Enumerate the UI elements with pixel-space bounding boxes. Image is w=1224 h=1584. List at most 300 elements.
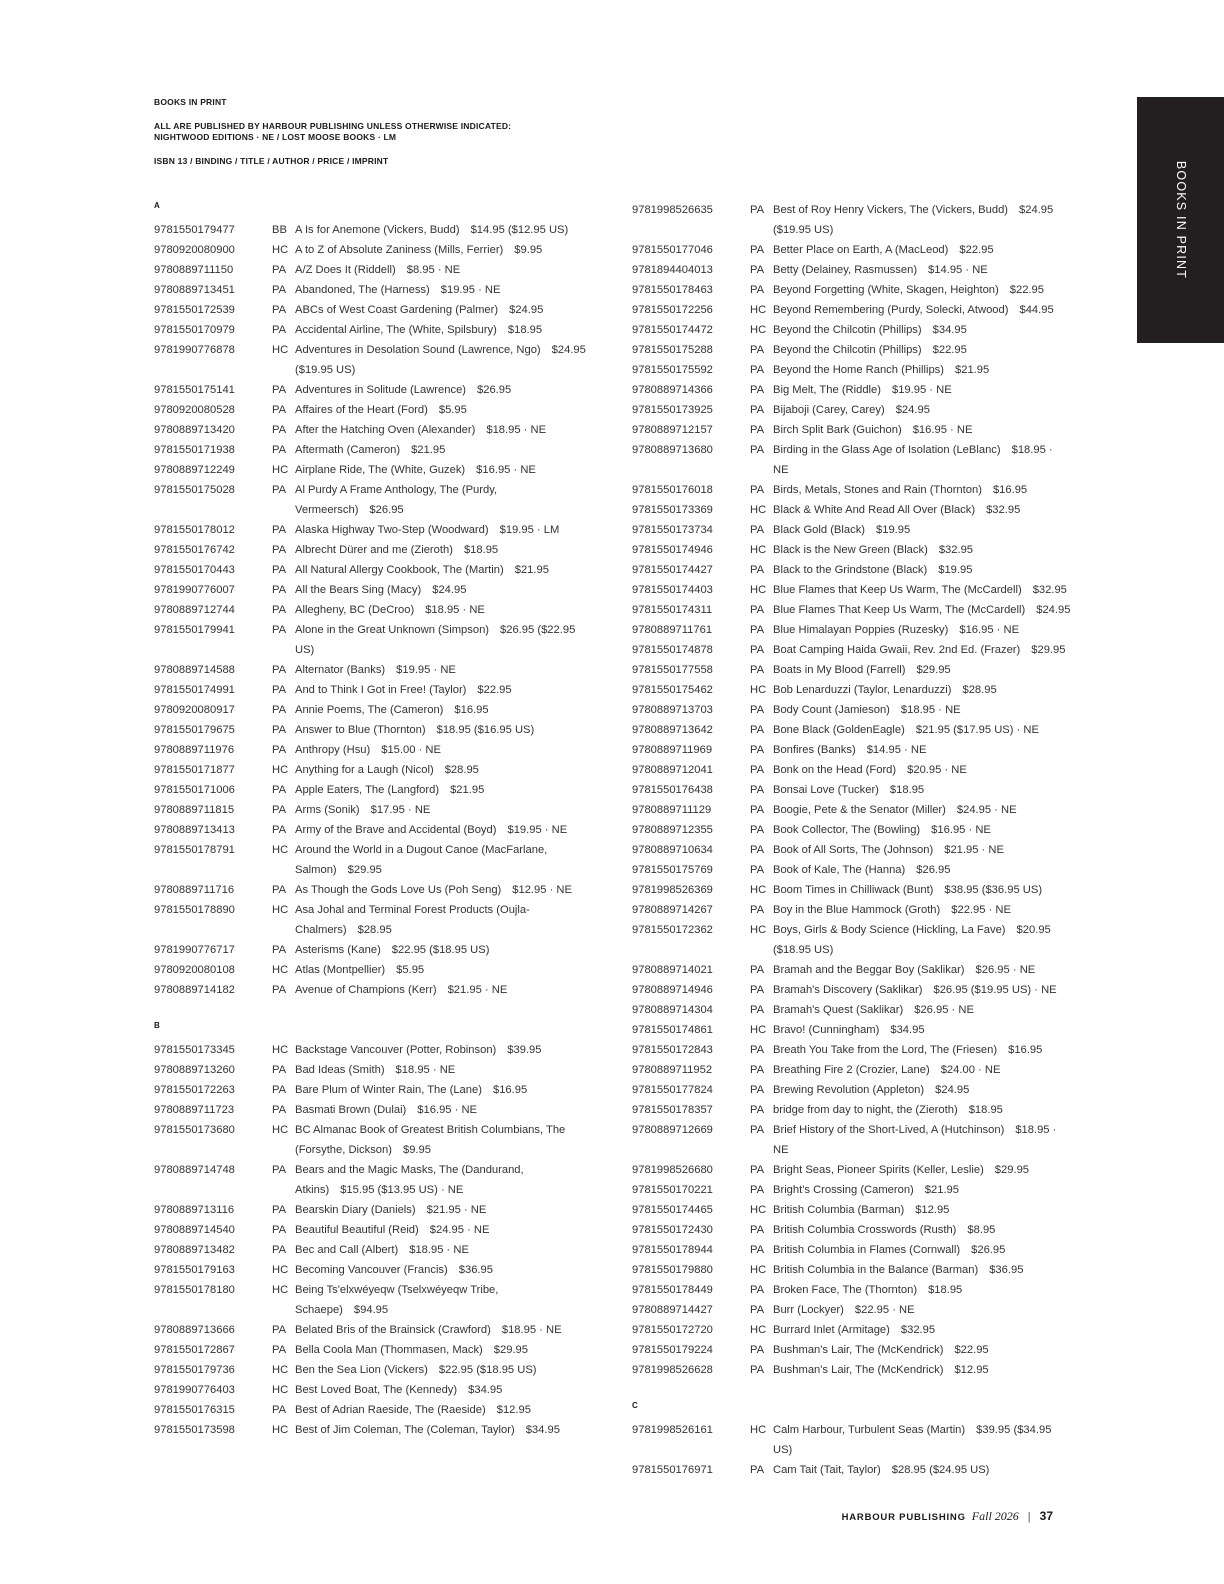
book-entry bbox=[632, 560, 1072, 580]
isbn: 9781550175769 bbox=[632, 864, 713, 876]
book-title-author: Bushman's Lair, The (McKendrick) bbox=[773, 1364, 944, 1376]
isbn: 9781550176018 bbox=[632, 484, 713, 496]
book-title-author: Adventures in Solitude (Lawrence) bbox=[295, 384, 467, 396]
price: $26.95 bbox=[971, 1244, 1006, 1256]
price: $22.95 bbox=[959, 244, 994, 256]
isbn: 9780889714304 bbox=[632, 1004, 713, 1016]
book-title-author: Bramah's Discovery (Saklikar) bbox=[773, 984, 923, 996]
isbn: 9781550176438 bbox=[632, 784, 713, 796]
price: $14.95 · NE bbox=[866, 744, 927, 756]
book-description bbox=[773, 560, 1071, 580]
book-title-author: British Columbia in the Balance (Barman) bbox=[773, 1264, 979, 1276]
price: $16.95 · NE bbox=[912, 424, 973, 436]
isbn: 9781550178463 bbox=[632, 284, 713, 296]
book-description bbox=[773, 580, 1071, 600]
book-description bbox=[295, 900, 593, 940]
book-title-author: Boats in My Blood (Farrell) bbox=[773, 664, 906, 676]
book-title-author: Bearskin Diary (Daniels) bbox=[295, 1204, 416, 1216]
price: $16.95 · NE bbox=[931, 824, 991, 836]
book-title-author: Aftermath (Cameron) bbox=[295, 444, 401, 456]
book-entry bbox=[632, 1300, 1072, 1320]
book-description bbox=[295, 540, 593, 560]
book-entry bbox=[154, 660, 594, 680]
book-entry bbox=[154, 1260, 594, 1280]
book-description bbox=[295, 680, 593, 700]
book-title-author: Best of Roy Henry Vickers, The (Vickers, Budd) bbox=[773, 204, 1009, 216]
book-entry bbox=[154, 1120, 594, 1160]
book-title-author: Alternator (Banks) bbox=[295, 664, 386, 676]
binding: PA bbox=[750, 1184, 765, 1196]
book-description bbox=[295, 480, 593, 520]
price: $26.95 ($19.95 US) · NE bbox=[933, 984, 1057, 996]
book-entry bbox=[632, 500, 1072, 520]
isbn: 9780889711976 bbox=[154, 744, 235, 756]
isbn: 9781550177046 bbox=[632, 244, 713, 256]
binding: PA bbox=[272, 404, 287, 416]
book-title-author: Beyond the Chilcotin (Phillips) bbox=[773, 324, 922, 336]
price: $24.95 ($19.95 US) bbox=[295, 344, 586, 376]
isbn: 9781550174465 bbox=[632, 1204, 713, 1216]
price: $21.95 · NE bbox=[447, 984, 508, 996]
book-description bbox=[773, 440, 1071, 480]
book-description bbox=[773, 900, 1071, 920]
isbn: 9781550171006 bbox=[154, 784, 235, 796]
footer-publisher: HARBOUR PUBLISHING bbox=[841, 1512, 966, 1523]
price: $24.95 bbox=[1036, 604, 1071, 616]
book-title-author: Bramah's Quest (Saklikar) bbox=[773, 1004, 904, 1016]
binding: HC bbox=[750, 1424, 767, 1436]
book-title-author: Book of Kale, The (Hanna) bbox=[773, 864, 906, 876]
isbn: 9780889713482 bbox=[154, 1244, 235, 1256]
binding: HC bbox=[750, 544, 767, 556]
price: $38.95 ($36.95 US) bbox=[944, 884, 1043, 896]
book-entry bbox=[154, 540, 594, 560]
book-description bbox=[773, 420, 1071, 440]
book-entry bbox=[632, 1200, 1072, 1220]
isbn: 9781998526680 bbox=[632, 1164, 713, 1176]
book-title-author: Calm Harbour, Turbulent Seas (Martin) bbox=[773, 1424, 966, 1436]
price: $22.95 bbox=[1009, 284, 1044, 296]
isbn: 9781550179880 bbox=[632, 1264, 713, 1276]
book-description bbox=[295, 600, 593, 620]
book-description bbox=[773, 1320, 1071, 1340]
price: $24.95 bbox=[895, 404, 930, 416]
isbn: 9780889713451 bbox=[154, 284, 235, 296]
book-description bbox=[773, 280, 1071, 300]
book-entry bbox=[154, 340, 594, 380]
book-title-author: A Is for Anemone (Vickers, Budd) bbox=[295, 224, 460, 236]
price: $28.95 ($24.95 US) bbox=[891, 1464, 990, 1476]
binding: PA bbox=[272, 1404, 287, 1416]
book-title-author: Beyond Remembering (Purdy, Solecki, Atwood) bbox=[773, 304, 1009, 316]
binding: HC bbox=[750, 1324, 767, 1336]
book-title-author: Anthropy (Hsu) bbox=[295, 744, 371, 756]
book-description bbox=[295, 380, 593, 400]
book-description bbox=[773, 1280, 1071, 1300]
isbn: 9780889713413 bbox=[154, 824, 235, 836]
price: $19.95 bbox=[876, 524, 911, 536]
price: $22.95 bbox=[932, 344, 967, 356]
binding: HC bbox=[750, 924, 767, 936]
binding: HC bbox=[750, 304, 767, 316]
price: $26.95 bbox=[369, 504, 404, 516]
isbn: 9781990776403 bbox=[154, 1384, 235, 1396]
binding: HC bbox=[272, 1284, 289, 1296]
price: $34.95 bbox=[468, 1384, 503, 1396]
price: $16.95 · NE bbox=[959, 624, 1020, 636]
book-description bbox=[773, 840, 1071, 860]
book-entry bbox=[154, 520, 594, 540]
binding: PA bbox=[750, 664, 765, 676]
price: $29.95 bbox=[493, 1344, 528, 1356]
book-title-author: Black is the New Green (Black) bbox=[773, 544, 928, 556]
price: $19.95 bbox=[938, 564, 973, 576]
binding: PA bbox=[750, 484, 765, 496]
isbn: 9781550170443 bbox=[154, 564, 235, 576]
book-description bbox=[773, 380, 1071, 400]
book-title-author: Black Gold (Black) bbox=[773, 524, 866, 536]
isbn: 9780889713666 bbox=[154, 1324, 235, 1336]
book-description bbox=[295, 940, 593, 960]
book-title-author: Book of All Sorts, The (Johnson) bbox=[773, 844, 934, 856]
book-entry bbox=[632, 740, 1072, 760]
book-entry bbox=[154, 1380, 594, 1400]
isbn: 9780920080528 bbox=[154, 404, 235, 416]
book-description bbox=[773, 600, 1071, 620]
price: $24.95 · NE bbox=[956, 804, 1017, 816]
book-title-author: All Natural Allergy Cookbook, The (Martin) bbox=[295, 564, 504, 576]
book-description bbox=[295, 1240, 593, 1260]
book-entry bbox=[632, 1280, 1072, 1300]
price: $21.95 bbox=[514, 564, 549, 576]
book-title-author: Atlas (Montpellier) bbox=[295, 964, 386, 976]
book-entry bbox=[154, 760, 594, 780]
book-description bbox=[773, 200, 1071, 240]
book-entry bbox=[632, 1320, 1072, 1340]
price: $29.95 bbox=[1031, 644, 1066, 656]
price: $21.95 bbox=[450, 784, 485, 796]
isbn: 9781550179736 bbox=[154, 1364, 235, 1376]
price: $22.95 · NE bbox=[854, 1304, 915, 1316]
isbn: 9780889714540 bbox=[154, 1224, 235, 1236]
book-entry bbox=[632, 980, 1072, 1000]
book-entry bbox=[154, 1160, 594, 1200]
binding: HC bbox=[750, 584, 767, 596]
price: $44.95 bbox=[1019, 304, 1054, 316]
book-title-author: Betty (Delainey, Rasmussen) bbox=[773, 264, 918, 276]
isbn: 9781998526161 bbox=[632, 1424, 713, 1436]
book-title-author: Accidental Airline, The (White, Spilsbury) bbox=[295, 324, 497, 336]
price: $18.95 bbox=[928, 1284, 963, 1296]
book-entry bbox=[632, 400, 1072, 420]
binding: PA bbox=[272, 684, 287, 696]
book-description bbox=[295, 560, 593, 580]
book-description bbox=[295, 780, 593, 800]
binding: PA bbox=[750, 1244, 765, 1256]
book-title-author: Bone Black (GoldenEagle) bbox=[773, 724, 905, 736]
book-description bbox=[773, 960, 1071, 980]
book-title-author: Beyond the Chilcotin (Phillips) bbox=[773, 344, 922, 356]
binding: PA bbox=[750, 204, 765, 216]
price: $18.95 · NE bbox=[425, 604, 485, 616]
book-entry bbox=[154, 320, 594, 340]
price: $18.95 ($16.95 US) bbox=[436, 724, 535, 736]
binding: PA bbox=[750, 984, 765, 996]
book-description bbox=[295, 740, 593, 760]
binding: HC bbox=[750, 884, 767, 896]
book-entry bbox=[632, 820, 1072, 840]
isbn: 9780889714182 bbox=[154, 984, 235, 996]
price: $22.95 ($18.95 US) bbox=[438, 1364, 537, 1376]
isbn: 9781550178449 bbox=[632, 1284, 713, 1296]
price: $21.95 · NE bbox=[426, 1204, 487, 1216]
binding: PA bbox=[272, 984, 287, 996]
book-title-author: Asterisms (Kane) bbox=[295, 944, 381, 956]
price: $39.95 bbox=[507, 1044, 542, 1056]
price: $36.95 bbox=[989, 1264, 1024, 1276]
price: $21.95 bbox=[955, 364, 990, 376]
isbn: 9780889711129 bbox=[632, 804, 712, 816]
isbn: 9781550175141 bbox=[154, 384, 235, 396]
price: $15.95 ($13.95 US) · NE bbox=[340, 1184, 464, 1196]
isbn: 9781550173925 bbox=[632, 404, 713, 416]
isbn: 9781550176742 bbox=[154, 544, 235, 556]
book-description bbox=[773, 400, 1071, 420]
book-description bbox=[295, 1160, 593, 1200]
price: $19.95 · NE bbox=[891, 384, 952, 396]
binding: PA bbox=[272, 1324, 287, 1336]
binding: PA bbox=[272, 484, 287, 496]
book-title-author: Boys, Girls & Body Science (Hickling, La Fave) bbox=[773, 924, 1006, 936]
book-description bbox=[295, 1340, 593, 1360]
book-description bbox=[773, 1360, 1071, 1380]
book-description bbox=[773, 1100, 1071, 1120]
isbn: 9781550179163 bbox=[154, 1264, 235, 1276]
book-description bbox=[773, 1460, 1071, 1480]
book-entry bbox=[154, 1360, 594, 1380]
binding: HC bbox=[272, 464, 289, 476]
book-title-author: Breath You Take from the Lord, The (Friesen) bbox=[773, 1044, 998, 1056]
price: $12.95 · NE bbox=[512, 884, 572, 896]
binding: PA bbox=[272, 824, 287, 836]
book-entry bbox=[154, 680, 594, 700]
binding: PA bbox=[272, 1224, 287, 1236]
isbn: 9781550178357 bbox=[632, 1104, 713, 1116]
book-entry bbox=[154, 1240, 594, 1260]
isbn: 9780920080917 bbox=[154, 704, 235, 716]
binding: PA bbox=[750, 264, 765, 276]
book-title-author: Belated Bris of the Brainsick (Crawford) bbox=[295, 1324, 491, 1336]
side-tab-label: BOOKS IN PRINT bbox=[1173, 160, 1188, 280]
price: $18.95 bbox=[507, 324, 543, 336]
binding: PA bbox=[272, 744, 287, 756]
isbn: 9780889711761 bbox=[632, 624, 713, 636]
book-description bbox=[773, 1060, 1071, 1080]
isbn: 9780889711815 bbox=[154, 804, 235, 816]
price: $22.95 ($18.95 US) bbox=[391, 944, 490, 956]
price: $29.95 bbox=[994, 1164, 1030, 1176]
isbn: 9781550176315 bbox=[154, 1404, 235, 1416]
price: $26.95 bbox=[916, 864, 951, 876]
book-title-author: Boy in the Blue Hammock (Groth) bbox=[773, 904, 941, 916]
price: $16.95 bbox=[992, 484, 1028, 496]
binding: HC bbox=[272, 1364, 289, 1376]
binding: PA bbox=[750, 1004, 765, 1016]
book-description bbox=[773, 1180, 1071, 1200]
binding: PA bbox=[272, 704, 287, 716]
binding: PA bbox=[750, 344, 765, 356]
price: $9.95 bbox=[402, 1144, 431, 1156]
book-title-author: Affaires of the Heart (Ford) bbox=[295, 404, 428, 416]
binding: PA bbox=[272, 944, 287, 956]
price: $18.95 · NE bbox=[395, 1064, 456, 1076]
book-description bbox=[773, 540, 1071, 560]
book-title-author: Best Loved Boat, The (Kennedy) bbox=[295, 1384, 458, 1396]
price: $32.95 bbox=[938, 544, 974, 556]
book-title-author: Bella Coola Man (Thommasen, Mack) bbox=[295, 1344, 483, 1356]
price: $12.95 bbox=[954, 1364, 989, 1376]
isbn: 9780889713680 bbox=[632, 444, 713, 456]
book-description bbox=[773, 300, 1071, 320]
book-entry bbox=[154, 480, 594, 520]
isbn: 9781550179941 bbox=[154, 624, 235, 636]
isbn: 9781550175462 bbox=[632, 684, 713, 696]
isbn: 9781998526628 bbox=[632, 1364, 713, 1376]
book-entry bbox=[632, 1180, 1072, 1200]
book-description bbox=[773, 780, 1071, 800]
binding: PA bbox=[272, 1204, 287, 1216]
price: $8.95 · NE bbox=[406, 264, 461, 276]
price: $39.95 ($34.95 US) bbox=[773, 1424, 1052, 1456]
price: $19.95 · NE bbox=[440, 284, 501, 296]
isbn: 9780889713703 bbox=[632, 704, 713, 716]
isbn: 9781550174878 bbox=[632, 644, 713, 656]
book-title-author: Backstage Vancouver (Potter, Robinson) bbox=[295, 1044, 497, 1056]
book-title-author: Bare Plum of Winter Rain, The (Lane) bbox=[295, 1084, 482, 1096]
book-entry bbox=[632, 1340, 1072, 1360]
book-title-author: Anything for a Laugh (Nicol) bbox=[295, 764, 434, 776]
book-description bbox=[295, 1100, 593, 1120]
isbn: 9780889712157 bbox=[632, 424, 713, 436]
book-title-author: Big Melt, The (Riddle) bbox=[773, 384, 881, 396]
book-entry bbox=[154, 560, 594, 580]
isbn: 9780889714021 bbox=[632, 964, 713, 976]
isbn: 9781550172263 bbox=[154, 1084, 235, 1096]
book-entry bbox=[154, 780, 594, 800]
binding: PA bbox=[272, 1104, 287, 1116]
book-title-author: Alone in the Great Unknown (Simpson) bbox=[295, 624, 490, 636]
isbn: 9781550175028 bbox=[154, 484, 235, 496]
isbn: 9781550174403 bbox=[632, 584, 713, 596]
book-title-author: Bonsai Love (Tucker) bbox=[773, 784, 879, 796]
binding: PA bbox=[750, 964, 765, 976]
book-entry bbox=[154, 1200, 594, 1220]
binding: PA bbox=[272, 724, 287, 736]
imprint-note bbox=[154, 121, 511, 143]
price: $32.95 bbox=[986, 504, 1021, 516]
book-title-author: Bec and Call (Albert) bbox=[295, 1244, 399, 1256]
binding: PA bbox=[750, 844, 765, 856]
binding: HC bbox=[750, 324, 767, 336]
binding: PA bbox=[750, 1464, 765, 1476]
book-entry bbox=[632, 840, 1072, 860]
book-description bbox=[773, 1020, 1071, 1040]
page-title: BOOKS IN PRINT bbox=[154, 97, 227, 107]
book-description bbox=[295, 620, 593, 660]
book-title-author: Bright Seas, Pioneer Spirits (Keller, Leslie) bbox=[773, 1164, 984, 1176]
price: $22.95 bbox=[477, 684, 512, 696]
price: $21.95 · NE bbox=[944, 844, 1004, 856]
binding: BB bbox=[272, 224, 287, 236]
book-description bbox=[773, 1340, 1071, 1360]
binding: HC bbox=[272, 1264, 289, 1276]
binding: HC bbox=[272, 244, 289, 256]
book-entry bbox=[154, 440, 594, 460]
book-entry bbox=[154, 700, 594, 720]
book-description bbox=[773, 1240, 1071, 1260]
book-entry bbox=[154, 980, 594, 1000]
isbn: 9780889712041 bbox=[632, 764, 713, 776]
binding: PA bbox=[750, 1084, 765, 1096]
isbn: 9781550172539 bbox=[154, 304, 235, 316]
book-entry bbox=[154, 1220, 594, 1240]
book-entry bbox=[154, 380, 594, 400]
price: $18.95 · NE bbox=[486, 424, 547, 436]
book-description bbox=[773, 980, 1071, 1000]
binding: PA bbox=[750, 1284, 765, 1296]
book-description bbox=[773, 1200, 1071, 1220]
isbn: 9781550171938 bbox=[154, 444, 235, 456]
page-footer bbox=[842, 1509, 1053, 1524]
book-description bbox=[773, 340, 1071, 360]
price: $34.95 bbox=[932, 324, 967, 336]
book-entry bbox=[154, 1420, 594, 1440]
book-description bbox=[295, 400, 593, 420]
book-description bbox=[295, 460, 593, 480]
price: $16.95 · NE bbox=[476, 464, 536, 476]
footer-season: Fall 2026 bbox=[971, 1509, 1019, 1523]
book-title-author: Bad Ideas (Smith) bbox=[295, 1064, 385, 1076]
book-entry bbox=[632, 420, 1072, 440]
book-title-author: Basmati Brown (Dulai) bbox=[295, 1104, 407, 1116]
book-description bbox=[295, 720, 593, 740]
isbn: 9781550178180 bbox=[154, 1284, 235, 1296]
book-description bbox=[773, 660, 1071, 680]
book-description bbox=[773, 1420, 1071, 1460]
isbn: 9780889712669 bbox=[632, 1124, 713, 1136]
price: $22.95 bbox=[954, 1344, 989, 1356]
binding: PA bbox=[750, 564, 765, 576]
book-title-author: Bramah and the Beggar Boy (Saklikar) bbox=[773, 964, 965, 976]
book-entry bbox=[632, 1120, 1072, 1160]
binding: PA bbox=[750, 364, 765, 376]
book-title-author: Al Purdy A Frame Anthology, The (Purdy, Vermeersch) bbox=[295, 484, 498, 516]
book-title-author: Beyond Forgetting (White, Skagen, Heighton) bbox=[773, 284, 999, 296]
price: $18.95 bbox=[889, 784, 925, 796]
page-number: 37 bbox=[1039, 1509, 1053, 1523]
book-entry bbox=[154, 1080, 594, 1100]
isbn: 9781550170221 bbox=[632, 1184, 713, 1196]
price: $24.95 bbox=[432, 584, 467, 596]
book-description bbox=[773, 1260, 1071, 1280]
isbn: 9780889710634 bbox=[632, 844, 713, 856]
book-title-author: A to Z of Absolute Zaniness (Mills, Ferrier) bbox=[295, 244, 504, 256]
price: $8.95 bbox=[967, 1224, 996, 1236]
price: $18.95 bbox=[463, 544, 499, 556]
section-letter: A bbox=[154, 201, 160, 210]
book-description bbox=[773, 1040, 1071, 1060]
price: $32.95 bbox=[900, 1324, 936, 1336]
